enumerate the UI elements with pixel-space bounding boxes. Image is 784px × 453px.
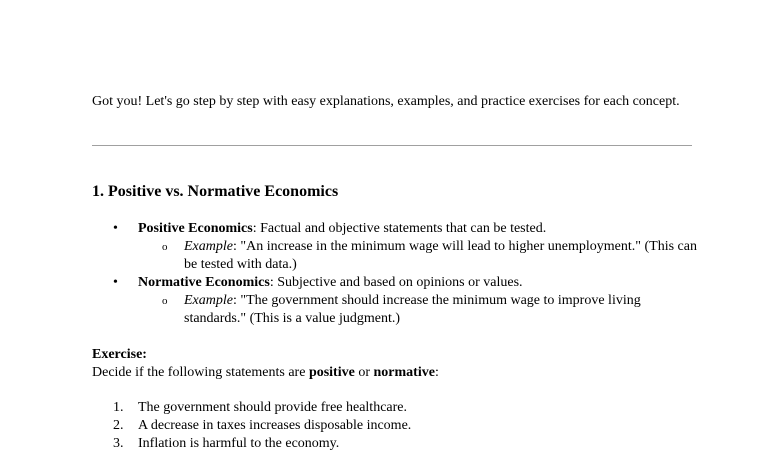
exercise-item <box>92 399 702 417</box>
item-text: The government should provide free healthcare. <box>138 400 408 415</box>
example-list <box>138 238 702 274</box>
term-normative-economics: Normative Economics <box>138 275 270 290</box>
horizontal-rule <box>92 145 692 146</box>
item-text: A decrease in taxes increases disposable income. <box>138 418 412 433</box>
list-item-normative-economics <box>92 274 702 328</box>
word-or: or <box>354 365 374 380</box>
definition-list <box>92 220 702 328</box>
example-label: Example <box>184 239 233 254</box>
bullet-icon: • <box>113 221 118 236</box>
circle-bullet-icon: o <box>162 295 168 307</box>
example-text: : "An increase in the minimum wage will lead to higher unemployment." (This can be tested with data.) <box>184 239 697 272</box>
exercise-title: Exercise: <box>92 347 147 362</box>
item-number: 1. <box>113 400 124 415</box>
example-label: Example <box>184 293 233 308</box>
definition-text: : Factual and objective statements that can be tested. <box>252 221 547 236</box>
exercise-item <box>92 435 702 453</box>
section-heading: 1. Positive vs. Normative Economics <box>92 183 339 200</box>
exercise-list <box>92 399 702 453</box>
definition-text: : Subjective and based on opinions or values. <box>269 275 523 290</box>
example-list <box>138 292 702 328</box>
circle-bullet-icon: o <box>162 241 168 253</box>
exercise-block <box>92 346 702 382</box>
item-number: 2. <box>113 418 124 433</box>
item-number: 3. <box>113 436 124 451</box>
word-positive: positive <box>308 365 355 380</box>
example-item <box>138 292 704 328</box>
exercise-item <box>92 417 702 435</box>
bullet-icon: • <box>113 275 118 290</box>
word-normative: normative <box>373 365 435 380</box>
intro-paragraph: Got you! Let's go step by step with easy explanations, examples, and practice exercises for each concept. <box>92 94 680 109</box>
document-page <box>92 0 702 451</box>
exercise-prompt-start: Decide if the following statements are <box>92 365 309 380</box>
example-item <box>138 238 704 274</box>
item-text: Inflation is harmful to the economy. <box>138 436 340 451</box>
term-positive-economics: Positive Economics <box>138 221 253 236</box>
example-text: : "The government should increase the minimum wage to improve living standards." (This is a value judgment.) <box>184 293 641 326</box>
list-item-positive-economics <box>92 220 702 274</box>
exercise-prompt-end: : <box>434 365 439 380</box>
